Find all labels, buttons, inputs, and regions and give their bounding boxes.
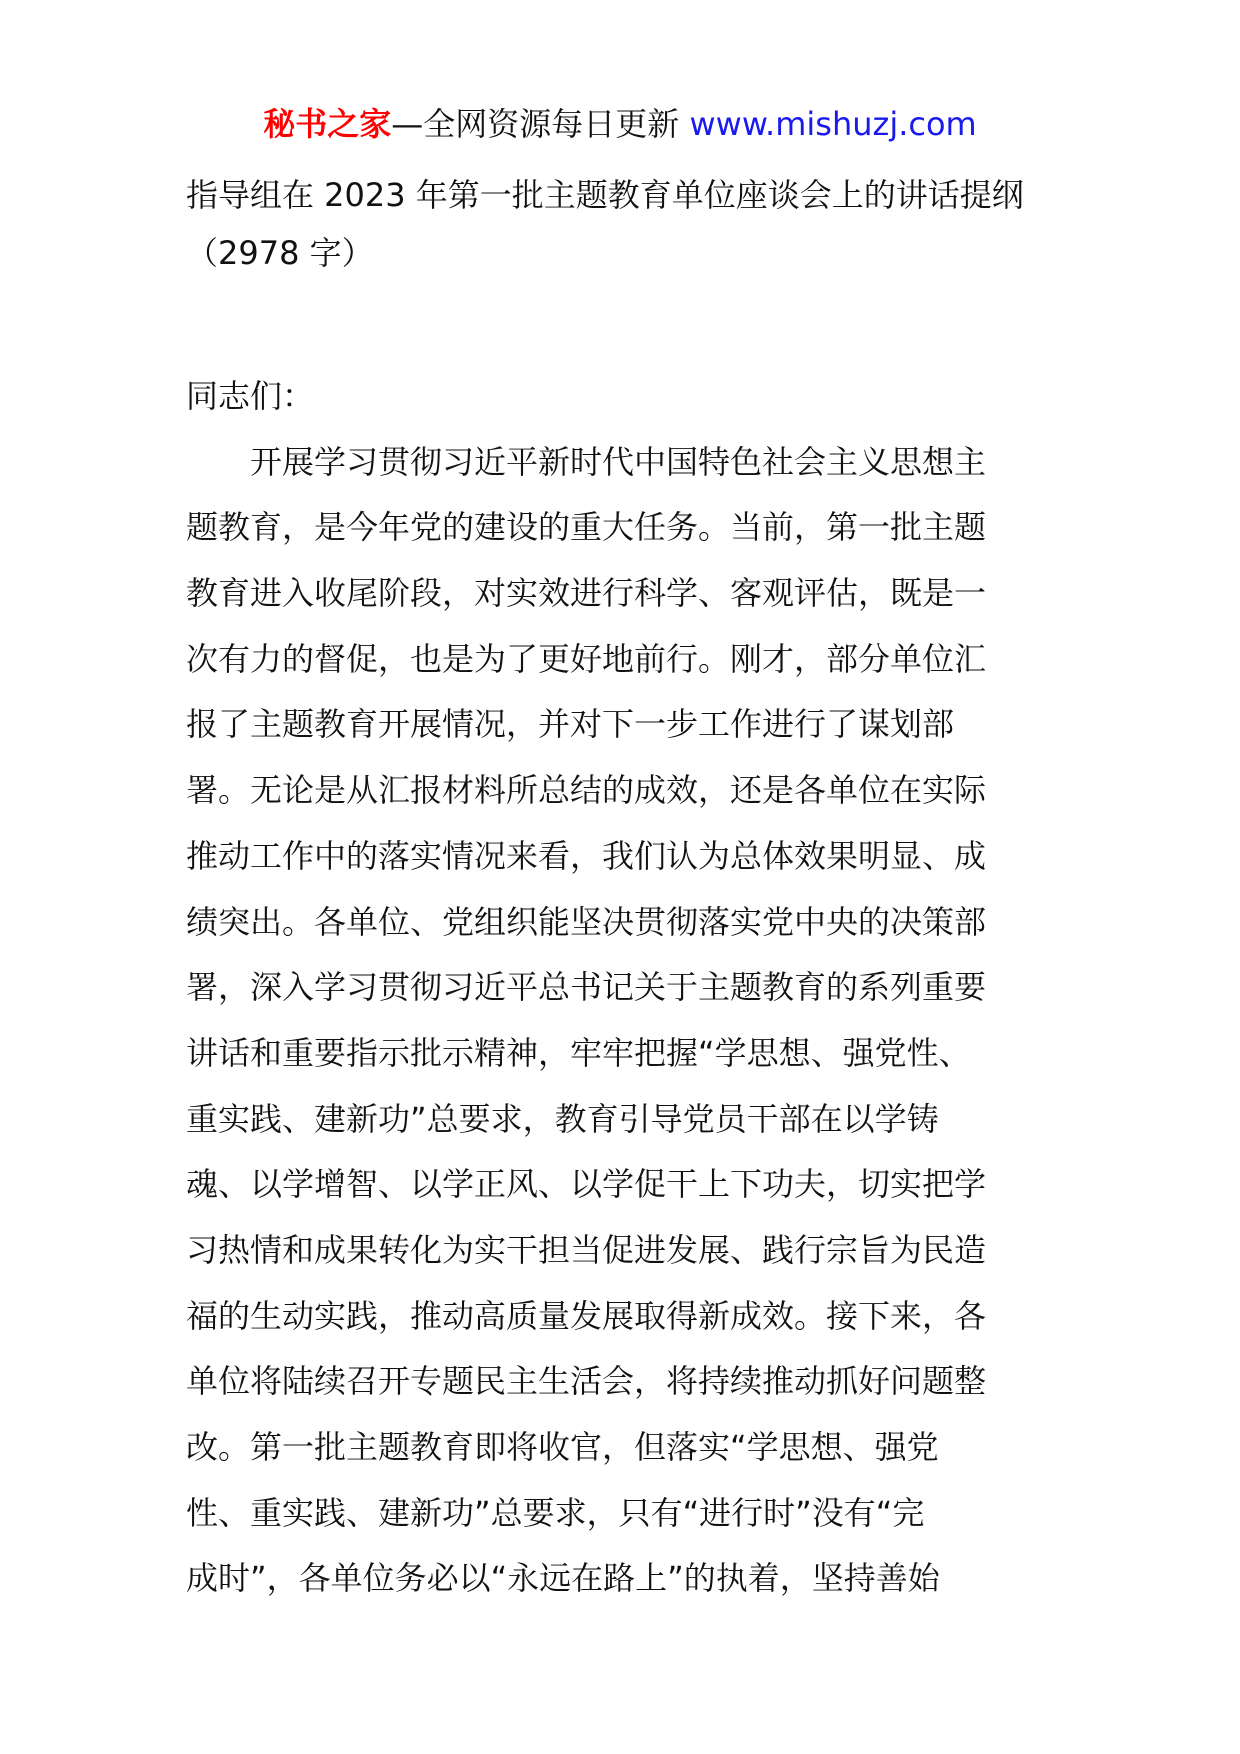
body-line: 性、重实践、建新功”总要求，只有“进行时”没有“完 <box>186 1493 925 1532</box>
body-line: 魂、以学增智、以学正风、以学促干上下功夫，切实把学 <box>186 1165 987 1204</box>
salutation: 同志们： <box>186 377 315 415</box>
body-line: 重实践、建新功”总要求，教育引导党员干部在以学铸 <box>186 1099 939 1138</box>
body-line: 单位将陆续召开专题民主生活会，将持续推动抓好问题整 <box>186 1362 987 1401</box>
body-line: 报了主题教育开展情况，并对下一步工作进行了谋划部 <box>186 705 955 744</box>
document-title-line: 指导组在 2023 年第一批主题教育单位座谈会上的讲话提纲 <box>186 176 1024 214</box>
body-line: 习热情和成果转化为实干担当促进发展、践行宗旨为民造 <box>186 1230 987 1269</box>
body-line: 绩突出。各单位、党组织能坚决贯彻落实党中央的决策部 <box>186 902 987 941</box>
body-line: 讲话和重要指示批示精神，牢牢把握“学思想、强党性、 <box>186 1033 971 1072</box>
body-line: 署。无论是从汇报材料所总结的成效，还是各单位在实际 <box>186 771 987 810</box>
body-line: 改。第一批主题教育即将收官，但落实“学思想、强党 <box>186 1428 939 1466</box>
document-title <box>186 166 1066 282</box>
document-body <box>186 364 1066 1612</box>
document-word-count: （2978 字） <box>186 234 374 272</box>
body-line: 署，深入学习贯彻习近平总书记关于主题教育的系列重要 <box>186 968 987 1007</box>
body-line: 福的生动实践，推动高质量发展取得新成效。接下来，各 <box>186 1296 987 1335</box>
body-line: 成时”，各单位务必以“永远在路上”的执着，坚持善始 <box>186 1559 940 1598</box>
body-line: 教育进入收尾阶段，对实效进行科学、客观评估，既是一 <box>186 574 987 613</box>
body-line: 题教育，是今年党的建设的重大任务。当前，第一批主题 <box>186 508 987 547</box>
body-line: 推动工作中的落实情况来看，我们认为总体效果明显、成 <box>186 836 987 875</box>
site-url-link[interactable]: www.mishuzj.com <box>689 105 977 143</box>
body-line: 次有力的督促，也是为了更好地前行。刚才，部分单位汇 <box>186 639 987 678</box>
site-brand: 秘书之家 <box>263 105 392 143</box>
site-header <box>0 98 1240 150</box>
body-line: 开展学习贯彻习近平新时代中国特色社会主义思想主 <box>250 442 987 481</box>
site-tagline: —全网资源每日更新 <box>391 105 690 143</box>
